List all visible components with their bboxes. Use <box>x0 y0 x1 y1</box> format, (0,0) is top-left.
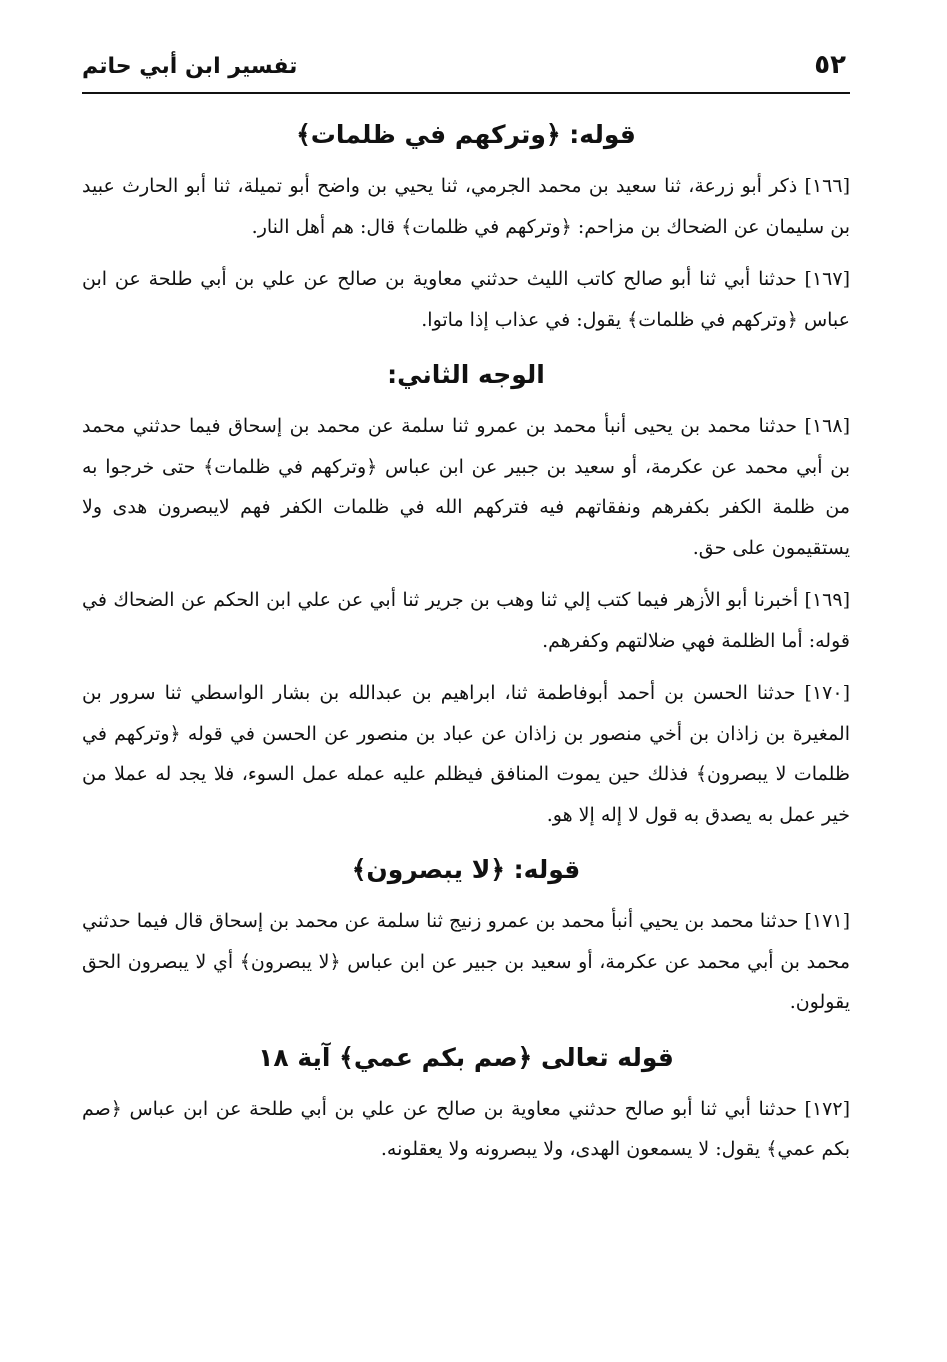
section-heading: قوله: ﴿لا يبصرون﴾ <box>351 855 581 884</box>
page-number: ٥٢ <box>814 50 846 80</box>
narration-paragraph: [١٧١] حدثنا محمد بن يحيي أنبأ محمد بن عمرو زنيج ثنا سلمة عن محمد بن إسحاق قال فيما حدثني محمد بن أبي محمد عن عكرمة، أو سعيد بن جبير عن ابن عباس ﴿لا يبصرون﴾ أي لا يبصرون الحق يقولون. <box>82 910 850 1013</box>
narration-paragraph: [١٦٩] أخبرنا أبو الأزهر فيما كتب إلي ثنا وهب بن جرير ثنا أبي عن علي ابن الحكم عن الضحاك في قوله: أما الظلمة فهي ضلالتهم وكفرهم. <box>82 589 850 652</box>
section-heading: الوجه الثاني: <box>387 360 545 389</box>
section-heading: قوله تعالى ﴿صم بكم عمي﴾ آية ١٨ <box>258 1042 674 1072</box>
narration-paragraph: [١٦٦] ذكر أبو زرعة، ثنا سعيد بن محمد الجرمي، ثنا يحيي بن واضح أبو تميلة، ثنا أبو الحارث عبيد بن سليمان عن الضحاك بن مزاحم: ﴿وتركهم في ظلمات﴾ قال: هم أهل النار. <box>82 175 850 238</box>
page-body <box>82 108 850 1182</box>
narration-paragraph: [١٧٠] حدثنا الحسن بن أحمد أبوفاطمة ثنا، ابراهيم بن عبدالله بن بشار الواسطي ثنا سرور بن المغيرة بن زاذان بن أخي منصور بن زاذان عن عباد بن منصور عن الحسن في قوله ﴿وتركهم في ظلمات لا يبصرون﴾ فذلك حين يموت المنافق فيظلم عليه عمله عمل السوء، فلا يجد له عملا من خير عمل به يصدق به قول لا إله إلا هو. <box>82 682 850 826</box>
narration-paragraph: [١٦٧] حدثنا أبي ثنا أبو صالح كاتب الليث حدثني معاوية بن صالح عن علي بن أبي طلحة عن ابن عباس ﴿وتركهم في ظلمات﴾ يقول: في عذاب إذا ماتوا. <box>82 268 850 331</box>
section-heading: قوله: ﴿وتركهم في ظلمات﴾ <box>296 120 636 149</box>
narration-paragraph: [١٧٢] حدثنا أبي ثنا أبو صالح حدثني معاوية بن صالح عن علي بن أبي طلحة عن ابن عباس ﴿صم بكم عمي﴾ يقول: لا يسمعون الهدى، ولا يبصرونه ولا يعقلونه. <box>82 1097 850 1160</box>
header-divider <box>82 92 850 94</box>
narration-paragraph: [١٦٨] حدثنا محمد بن يحيى أنبأ محمد بن عمرو ثنا سلمة عن محمد بن إسحاق فيما حدثني محمد بن أبي محمد عن عكرمة، أو سعيد بن جبير عن ابن عباس ﴿وتركهم في ظلمات﴾ حتى خرجوا به من ظلمة الكفر بكفرهم ونفقاتهم فيه فتركهم الله في ظلمات الكفر فهم لايبصرون هدى ولا يستقيمون على حق. <box>82 415 850 559</box>
running-header <box>82 46 850 90</box>
book-title: تفسير ابن أبي حاتم <box>82 54 298 79</box>
